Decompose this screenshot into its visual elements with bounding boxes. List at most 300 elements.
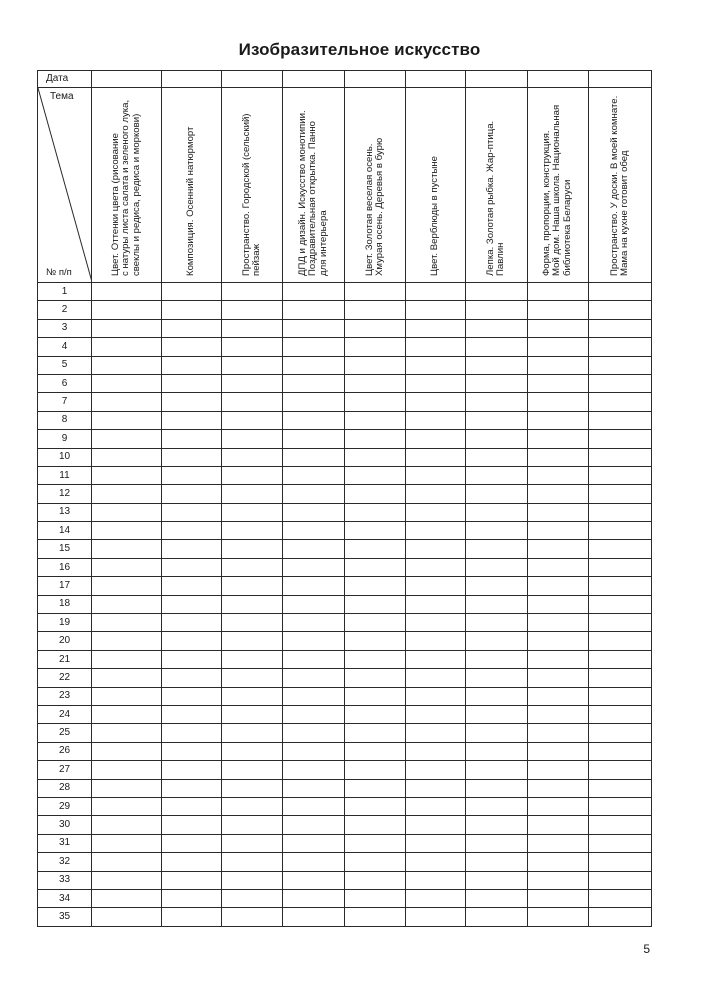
grade-cell[interactable] (92, 779, 162, 797)
grade-cell[interactable] (589, 669, 652, 687)
grade-cell[interactable] (406, 816, 466, 834)
grade-cell[interactable] (283, 301, 345, 319)
grade-cell[interactable] (283, 356, 345, 374)
grade-cell[interactable] (92, 669, 162, 687)
grade-cell[interactable] (162, 797, 222, 815)
grade-cell[interactable] (92, 522, 162, 540)
grade-cell[interactable] (162, 503, 222, 521)
grade-cell[interactable] (222, 779, 283, 797)
grade-cell[interactable] (528, 614, 589, 632)
grade-cell[interactable] (528, 908, 589, 926)
grade-cell[interactable] (92, 503, 162, 521)
grade-cell[interactable] (406, 558, 466, 576)
grade-cell[interactable] (345, 485, 406, 503)
grade-cell[interactable] (466, 283, 528, 301)
grade-cell[interactable] (162, 466, 222, 484)
grade-cell[interactable] (466, 853, 528, 871)
grade-cell[interactable] (92, 742, 162, 760)
grade-cell[interactable] (222, 522, 283, 540)
grade-cell[interactable] (345, 283, 406, 301)
grade-cell[interactable] (528, 374, 589, 392)
grade-cell[interactable] (92, 411, 162, 429)
grade-cell[interactable] (222, 319, 283, 337)
grade-cell[interactable] (283, 411, 345, 429)
grade-cell[interactable] (589, 283, 652, 301)
grade-cell[interactable] (283, 797, 345, 815)
grade-cell[interactable] (589, 614, 652, 632)
grade-cell[interactable] (345, 466, 406, 484)
grade-cell[interactable] (283, 705, 345, 723)
grade-cell[interactable] (466, 632, 528, 650)
grade-cell[interactable] (406, 632, 466, 650)
grade-cell[interactable] (92, 448, 162, 466)
grade-cell[interactable] (589, 577, 652, 595)
grade-cell[interactable] (222, 871, 283, 889)
grade-cell[interactable] (589, 301, 652, 319)
grade-cell[interactable] (589, 374, 652, 392)
grade-cell[interactable] (162, 669, 222, 687)
grade-cell[interactable] (466, 558, 528, 576)
grade-cell[interactable] (466, 356, 528, 374)
grade-cell[interactable] (406, 614, 466, 632)
grade-cell[interactable] (466, 522, 528, 540)
grade-cell[interactable] (162, 614, 222, 632)
grade-cell[interactable] (528, 595, 589, 613)
grade-cell[interactable] (466, 669, 528, 687)
grade-cell[interactable] (283, 650, 345, 668)
grade-cell[interactable] (283, 485, 345, 503)
grade-cell[interactable] (528, 356, 589, 374)
grade-cell[interactable] (345, 319, 406, 337)
grade-cell[interactable] (222, 540, 283, 558)
grade-cell[interactable] (162, 908, 222, 926)
grade-cell[interactable] (92, 430, 162, 448)
grade-cell[interactable] (589, 650, 652, 668)
grade-cell[interactable] (528, 503, 589, 521)
grade-cell[interactable] (283, 632, 345, 650)
grade-cell[interactable] (222, 393, 283, 411)
grade-cell[interactable] (466, 705, 528, 723)
grade-cell[interactable] (283, 522, 345, 540)
grade-cell[interactable] (92, 283, 162, 301)
grade-cell[interactable] (589, 393, 652, 411)
grade-cell[interactable] (162, 871, 222, 889)
grade-cell[interactable] (528, 577, 589, 595)
grade-cell[interactable] (406, 669, 466, 687)
grade-cell[interactable] (222, 705, 283, 723)
grade-cell[interactable] (589, 448, 652, 466)
grade-cell[interactable] (528, 742, 589, 760)
grade-cell[interactable] (345, 522, 406, 540)
grade-cell[interactable] (406, 448, 466, 466)
date-cell[interactable] (162, 71, 222, 88)
grade-cell[interactable] (528, 889, 589, 907)
grade-cell[interactable] (466, 889, 528, 907)
grade-cell[interactable] (92, 632, 162, 650)
grade-cell[interactable] (345, 669, 406, 687)
grade-cell[interactable] (589, 411, 652, 429)
grade-cell[interactable] (466, 871, 528, 889)
grade-cell[interactable] (589, 779, 652, 797)
date-cell[interactable] (466, 71, 528, 88)
date-cell[interactable] (92, 71, 162, 88)
grade-cell[interactable] (345, 761, 406, 779)
grade-cell[interactable] (345, 338, 406, 356)
grade-cell[interactable] (222, 301, 283, 319)
grade-cell[interactable] (162, 522, 222, 540)
grade-cell[interactable] (466, 650, 528, 668)
grade-cell[interactable] (283, 724, 345, 742)
grade-cell[interactable] (466, 687, 528, 705)
grade-cell[interactable] (283, 448, 345, 466)
grade-cell[interactable] (589, 356, 652, 374)
grade-cell[interactable] (406, 466, 466, 484)
date-cell[interactable] (283, 71, 345, 88)
grade-cell[interactable] (283, 871, 345, 889)
grade-cell[interactable] (92, 650, 162, 668)
grade-cell[interactable] (589, 761, 652, 779)
grade-cell[interactable] (283, 338, 345, 356)
grade-cell[interactable] (162, 595, 222, 613)
grade-cell[interactable] (162, 393, 222, 411)
grade-cell[interactable] (162, 411, 222, 429)
grade-cell[interactable] (528, 687, 589, 705)
grade-cell[interactable] (283, 466, 345, 484)
grade-cell[interactable] (589, 540, 652, 558)
grade-cell[interactable] (222, 761, 283, 779)
grade-cell[interactable] (222, 724, 283, 742)
grade-cell[interactable] (283, 283, 345, 301)
grade-cell[interactable] (283, 834, 345, 852)
grade-cell[interactable] (283, 558, 345, 576)
grade-cell[interactable] (345, 779, 406, 797)
grade-cell[interactable] (466, 374, 528, 392)
grade-cell[interactable] (345, 540, 406, 558)
grade-cell[interactable] (162, 301, 222, 319)
grade-cell[interactable] (345, 705, 406, 723)
grade-cell[interactable] (589, 889, 652, 907)
grade-cell[interactable] (466, 393, 528, 411)
grade-cell[interactable] (92, 558, 162, 576)
grade-cell[interactable] (345, 614, 406, 632)
grade-cell[interactable] (528, 283, 589, 301)
grade-cell[interactable] (283, 540, 345, 558)
grade-cell[interactable] (162, 338, 222, 356)
grade-cell[interactable] (92, 908, 162, 926)
grade-cell[interactable] (528, 705, 589, 723)
grade-cell[interactable] (222, 742, 283, 760)
date-cell[interactable] (589, 71, 652, 88)
grade-cell[interactable] (92, 393, 162, 411)
grade-cell[interactable] (589, 522, 652, 540)
grade-cell[interactable] (406, 687, 466, 705)
grade-cell[interactable] (283, 393, 345, 411)
grade-cell[interactable] (406, 283, 466, 301)
grade-cell[interactable] (466, 430, 528, 448)
grade-cell[interactable] (283, 816, 345, 834)
grade-cell[interactable] (589, 705, 652, 723)
grade-cell[interactable] (589, 430, 652, 448)
grade-cell[interactable] (222, 448, 283, 466)
date-cell[interactable] (406, 71, 466, 88)
grade-cell[interactable] (92, 374, 162, 392)
grade-cell[interactable] (528, 485, 589, 503)
grade-cell[interactable] (528, 522, 589, 540)
grade-cell[interactable] (283, 687, 345, 705)
grade-cell[interactable] (222, 356, 283, 374)
grade-cell[interactable] (466, 797, 528, 815)
grade-cell[interactable] (466, 908, 528, 926)
grade-cell[interactable] (92, 319, 162, 337)
grade-cell[interactable] (406, 908, 466, 926)
grade-cell[interactable] (283, 853, 345, 871)
grade-cell[interactable] (92, 595, 162, 613)
grade-cell[interactable] (222, 558, 283, 576)
grade-cell[interactable] (406, 374, 466, 392)
grade-cell[interactable] (222, 595, 283, 613)
grade-cell[interactable] (406, 503, 466, 521)
grade-cell[interactable] (222, 797, 283, 815)
grade-cell[interactable] (406, 742, 466, 760)
grade-cell[interactable] (345, 797, 406, 815)
grade-cell[interactable] (528, 411, 589, 429)
grade-cell[interactable] (222, 577, 283, 595)
grade-cell[interactable] (92, 761, 162, 779)
date-cell[interactable] (222, 71, 283, 88)
grade-cell[interactable] (345, 632, 406, 650)
grade-cell[interactable] (406, 650, 466, 668)
grade-cell[interactable] (528, 393, 589, 411)
grade-cell[interactable] (222, 283, 283, 301)
grade-cell[interactable] (466, 577, 528, 595)
grade-cell[interactable] (92, 338, 162, 356)
grade-cell[interactable] (222, 411, 283, 429)
grade-cell[interactable] (222, 908, 283, 926)
grade-cell[interactable] (528, 669, 589, 687)
grade-cell[interactable] (466, 540, 528, 558)
grade-cell[interactable] (162, 430, 222, 448)
grade-cell[interactable] (466, 448, 528, 466)
grade-cell[interactable] (345, 430, 406, 448)
grade-cell[interactable] (528, 319, 589, 337)
grade-cell[interactable] (589, 853, 652, 871)
grade-cell[interactable] (222, 632, 283, 650)
grade-cell[interactable] (345, 889, 406, 907)
grade-cell[interactable] (222, 430, 283, 448)
grade-cell[interactable] (406, 430, 466, 448)
grade-cell[interactable] (528, 816, 589, 834)
grade-cell[interactable] (406, 356, 466, 374)
grade-cell[interactable] (345, 816, 406, 834)
grade-cell[interactable] (345, 834, 406, 852)
grade-cell[interactable] (92, 834, 162, 852)
grade-cell[interactable] (283, 908, 345, 926)
grade-cell[interactable] (345, 742, 406, 760)
grade-cell[interactable] (345, 650, 406, 668)
grade-cell[interactable] (406, 705, 466, 723)
grade-cell[interactable] (406, 522, 466, 540)
grade-cell[interactable] (162, 632, 222, 650)
grade-cell[interactable] (162, 577, 222, 595)
grade-cell[interactable] (92, 614, 162, 632)
grade-cell[interactable] (92, 871, 162, 889)
grade-cell[interactable] (466, 319, 528, 337)
grade-cell[interactable] (406, 853, 466, 871)
grade-cell[interactable] (466, 503, 528, 521)
grade-cell[interactable] (406, 319, 466, 337)
grade-cell[interactable] (345, 503, 406, 521)
grade-cell[interactable] (222, 374, 283, 392)
grade-cell[interactable] (92, 485, 162, 503)
grade-cell[interactable] (222, 485, 283, 503)
grade-cell[interactable] (283, 669, 345, 687)
grade-cell[interactable] (466, 485, 528, 503)
grade-cell[interactable] (92, 705, 162, 723)
grade-cell[interactable] (222, 466, 283, 484)
grade-cell[interactable] (589, 687, 652, 705)
grade-cell[interactable] (162, 283, 222, 301)
grade-cell[interactable] (466, 834, 528, 852)
grade-cell[interactable] (589, 558, 652, 576)
grade-cell[interactable] (92, 687, 162, 705)
grade-cell[interactable] (162, 540, 222, 558)
grade-cell[interactable] (406, 724, 466, 742)
grade-cell[interactable] (283, 779, 345, 797)
grade-cell[interactable] (528, 834, 589, 852)
grade-cell[interactable] (345, 577, 406, 595)
grade-cell[interactable] (162, 485, 222, 503)
grade-cell[interactable] (528, 448, 589, 466)
grade-cell[interactable] (406, 301, 466, 319)
grade-cell[interactable] (222, 816, 283, 834)
grade-cell[interactable] (528, 430, 589, 448)
grade-cell[interactable] (283, 374, 345, 392)
grade-cell[interactable] (222, 834, 283, 852)
grade-cell[interactable] (466, 466, 528, 484)
grade-cell[interactable] (528, 650, 589, 668)
grade-cell[interactable] (528, 724, 589, 742)
grade-cell[interactable] (162, 834, 222, 852)
grade-cell[interactable] (528, 797, 589, 815)
grade-cell[interactable] (528, 558, 589, 576)
grade-cell[interactable] (222, 687, 283, 705)
grade-cell[interactable] (162, 705, 222, 723)
grade-cell[interactable] (345, 356, 406, 374)
grade-cell[interactable] (528, 853, 589, 871)
grade-cell[interactable] (345, 411, 406, 429)
grade-cell[interactable] (162, 816, 222, 834)
grade-cell[interactable] (528, 301, 589, 319)
grade-cell[interactable] (406, 595, 466, 613)
grade-cell[interactable] (589, 724, 652, 742)
grade-cell[interactable] (345, 908, 406, 926)
grade-cell[interactable] (222, 650, 283, 668)
grade-cell[interactable] (406, 761, 466, 779)
grade-cell[interactable] (345, 724, 406, 742)
grade-cell[interactable] (283, 889, 345, 907)
grade-cell[interactable] (222, 614, 283, 632)
grade-cell[interactable] (466, 761, 528, 779)
grade-cell[interactable] (466, 742, 528, 760)
grade-cell[interactable] (345, 853, 406, 871)
grade-cell[interactable] (345, 393, 406, 411)
grade-cell[interactable] (162, 319, 222, 337)
grade-cell[interactable] (406, 797, 466, 815)
grade-cell[interactable] (528, 761, 589, 779)
grade-cell[interactable] (92, 889, 162, 907)
grade-cell[interactable] (162, 724, 222, 742)
grade-cell[interactable] (528, 466, 589, 484)
grade-cell[interactable] (466, 301, 528, 319)
grade-cell[interactable] (345, 871, 406, 889)
grade-cell[interactable] (162, 356, 222, 374)
grade-cell[interactable] (345, 558, 406, 576)
grade-cell[interactable] (528, 632, 589, 650)
grade-cell[interactable] (222, 669, 283, 687)
grade-cell[interactable] (283, 614, 345, 632)
grade-cell[interactable] (162, 558, 222, 576)
grade-cell[interactable] (406, 411, 466, 429)
grade-cell[interactable] (283, 742, 345, 760)
grade-cell[interactable] (345, 301, 406, 319)
grade-cell[interactable] (589, 485, 652, 503)
grade-cell[interactable] (162, 448, 222, 466)
grade-cell[interactable] (345, 687, 406, 705)
grade-cell[interactable] (466, 816, 528, 834)
grade-cell[interactable] (92, 466, 162, 484)
grade-cell[interactable] (589, 319, 652, 337)
grade-cell[interactable] (406, 889, 466, 907)
grade-cell[interactable] (589, 595, 652, 613)
grade-cell[interactable] (345, 595, 406, 613)
grade-cell[interactable] (589, 632, 652, 650)
grade-cell[interactable] (589, 466, 652, 484)
grade-cell[interactable] (162, 889, 222, 907)
grade-cell[interactable] (162, 374, 222, 392)
grade-cell[interactable] (406, 485, 466, 503)
grade-cell[interactable] (92, 853, 162, 871)
grade-cell[interactable] (466, 338, 528, 356)
grade-cell[interactable] (345, 374, 406, 392)
grade-cell[interactable] (466, 779, 528, 797)
grade-cell[interactable] (406, 338, 466, 356)
grade-cell[interactable] (406, 779, 466, 797)
grade-cell[interactable] (466, 614, 528, 632)
grade-cell[interactable] (162, 650, 222, 668)
grade-cell[interactable] (345, 448, 406, 466)
grade-cell[interactable] (92, 540, 162, 558)
grade-cell[interactable] (589, 908, 652, 926)
grade-cell[interactable] (406, 540, 466, 558)
grade-cell[interactable] (222, 503, 283, 521)
grade-cell[interactable] (589, 834, 652, 852)
grade-cell[interactable] (162, 687, 222, 705)
grade-cell[interactable] (222, 889, 283, 907)
grade-cell[interactable] (589, 816, 652, 834)
grade-cell[interactable] (406, 871, 466, 889)
grade-cell[interactable] (589, 797, 652, 815)
grade-cell[interactable] (92, 816, 162, 834)
grade-cell[interactable] (162, 779, 222, 797)
grade-cell[interactable] (283, 503, 345, 521)
grade-cell[interactable] (466, 411, 528, 429)
grade-cell[interactable] (466, 724, 528, 742)
grade-cell[interactable] (406, 393, 466, 411)
grade-cell[interactable] (92, 797, 162, 815)
grade-cell[interactable] (222, 853, 283, 871)
grade-cell[interactable] (528, 338, 589, 356)
grade-cell[interactable] (528, 540, 589, 558)
